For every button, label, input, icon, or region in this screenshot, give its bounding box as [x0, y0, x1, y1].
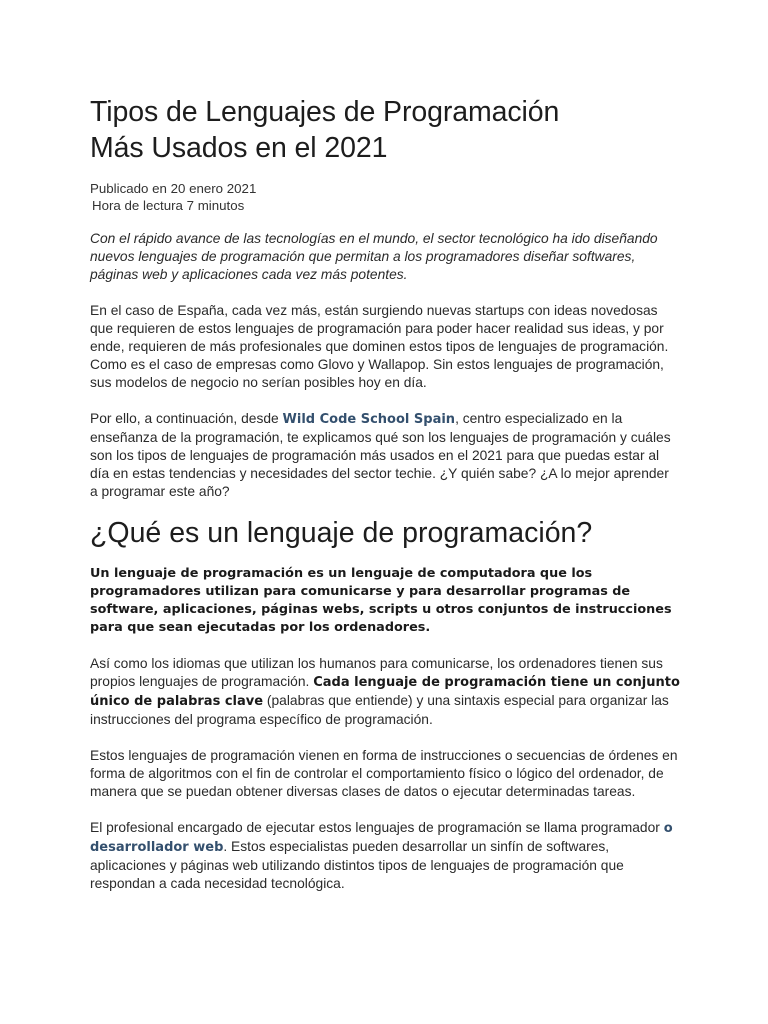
web-developer-link[interactable]: o desarrollador web — [90, 821, 673, 855]
paragraph-spain: En el caso de España, cada vez más, están surgiendo nuevas startups con ideas novedosas que requieren de estos lenguajes de programación para poder hacer realidad sus ideas, y por ende, requieren de más profesionales que dominen estos tipos de lenguajes de programación. Como es el caso de empresas como Glovo y Wallapop. Sin estos lenguajes de programación, sus modelos de negocio no serían posibles hoy en día. — [90, 303, 669, 390]
paragraph-text: El profesional encargado de ejecutar estos lenguajes de programación se llama programador — [90, 820, 664, 835]
section-heading: ¿Qué es un lenguaje de programación? — [90, 517, 593, 549]
paragraph-text: Así como los idiomas que utilizan los humanos para comunicarse, los ordenadores tienen sus propios lenguajes de programación. — [90, 656, 663, 689]
paragraph-instructions: Estos lenguajes de programación vienen en forma de instrucciones o secuencias de órdenes en forma de algoritmos con el fin de controlar el comportamiento físico o lógico del ordenador, de manera que se puedan obtener diversas clases de datos o ejecutar determinadas tareas. — [90, 748, 678, 799]
article — [90, 94, 680, 893]
paragraph-text: . Estos especialistas pueden desarrollar un sinfín de softwares, aplicaciones y páginas web utilizando distintos tipos de lenguajes de programación que respondan a cada necesidad tecnológica. — [90, 839, 624, 891]
paragraph-developer — [90, 819, 680, 893]
paragraph-text: (palabras que entiende) y una sintaxis especial para organizar las instrucciones del programa específico de programación. — [90, 693, 669, 727]
paragraph-languages — [90, 655, 680, 729]
article-meta — [90, 180, 680, 214]
definition-paragraph: Un lenguaje de programación es un lenguaje de computadora que los programadores utilizan para comunicarse y para desarrollar programas de software, aplicaciones, páginas webs, scripts u otros conjuntos de instrucciones para que sean ejecutadas por los ordenadores. — [90, 566, 672, 635]
title-line-1: Tipos de Lenguajes de Programación — [90, 96, 560, 128]
keywords-highlight: Cada lenguaje de programación tiene un conjunto único de palabras clave — [90, 675, 680, 709]
title-line-2: Más Usados en el 2021 — [90, 132, 388, 164]
article-title — [90, 94, 680, 166]
paragraph-wild-code — [90, 410, 680, 501]
intro-paragraph: Con el rápido avance de las tecnologías en el mundo, el sector tecnológico ha ido diseñando nuevos lenguajes de programación que permitan a los programadores diseñar softwares, páginas web y aplicaciones cada vez más potentes. — [90, 231, 658, 282]
reading-time: Hora de lectura 7 minutos — [92, 198, 245, 213]
published-date: Publicado en 20 enero 2021 — [90, 181, 257, 196]
paragraph-text: , centro especializado en la enseñanza de la programación, te explicamos qué son los lenguajes de programación y cuáles son los tipos de lenguajes de programación más usados en el 2021 para que puedas estar al día en estas tendencias y necesidades del sector techie. ¿Y quién sabe? ¿A lo mejor aprender a programar este año? — [90, 411, 671, 499]
paragraph-text: Por ello, a continuación, desde — [90, 411, 283, 426]
wild-code-school-link[interactable]: Wild Code School Spain — [282, 412, 456, 427]
